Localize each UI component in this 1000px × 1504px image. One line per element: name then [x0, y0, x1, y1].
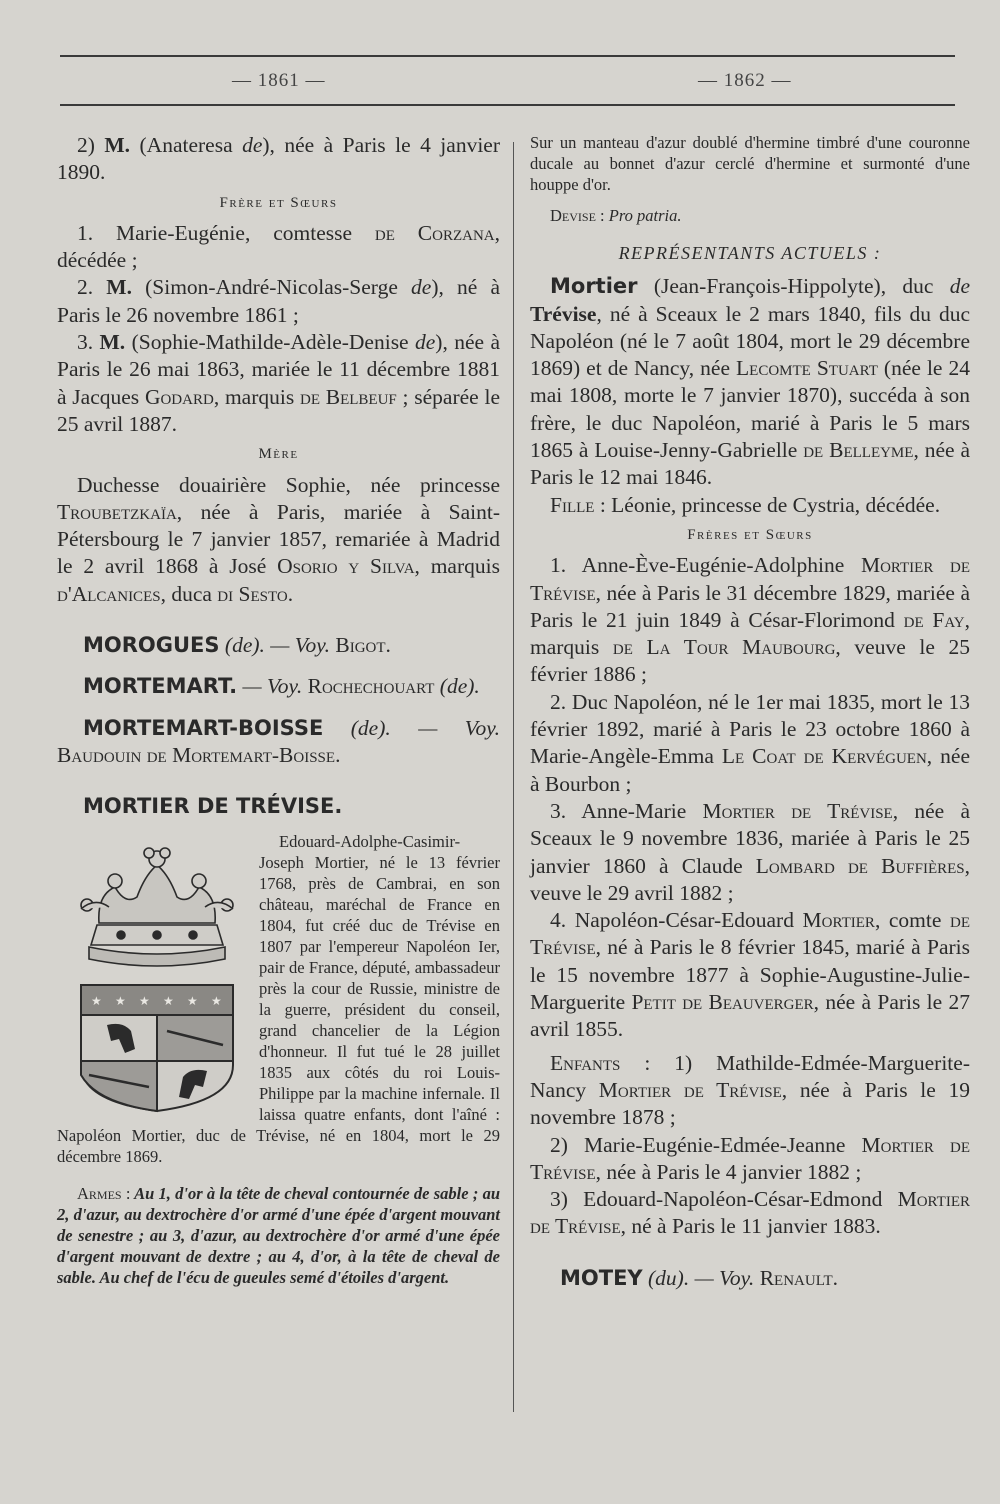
column-divider [513, 142, 514, 1412]
header-rule [60, 55, 955, 57]
entry-morogues: MOROGUES (de). — Voy. Bigot. [83, 633, 391, 658]
svg-text:★: ★ [139, 993, 150, 1008]
devise-text: Devise : Pro patria. [550, 206, 682, 225]
svg-text:★: ★ [91, 993, 102, 1008]
svg-text:★: ★ [211, 993, 222, 1008]
entry-fille: Fille : Léonie, princesse de Cystria, décédée. [550, 492, 941, 517]
enfants-1: Enfants : 1) Mathilde-Edmée-Marguerite-Nancy Mortier de Trévise, née à Paris le 19 novembre 1878 ; [530, 1050, 970, 1130]
frere-soeur-2: 2. Duc Napoléon, né le 1er mai 1835, mort le 13 février 1892, marié à Paris le 23 octobre 1860 à Marie-Angèle-Emma Le Coat de Kervéguen, née à Bourbon ; [530, 689, 970, 796]
left-column [57, 132, 500, 1288]
frere-soeur-4: 4. Napoléon-César-Edouard Mortier, comte de Trévise, né à Paris le 8 février 1845, marié à Paris le 15 novembre 1877 à Sophie-Augustine-Julie-Marguerite Petit de Beauverger, née à Paris le 27 avril 1855. [530, 908, 970, 1042]
frere-soeur-3: 3. Anne-Marie Mortier de Trévise, née à Sceaux le 9 novembre 1836, mariée à Paris le 25 janvier 1860 à Claude Lombard de Buffières, veuve le 29 avril 1882 ; [530, 798, 970, 905]
svg-text:★: ★ [163, 993, 174, 1008]
entry-jean-francois-hippolyte: Mortier (Jean-François-Hippolyte), duc de Trévise, né à Sceaux le 2 mars 1840, fils du duc Napoléon (né le 7 août 1804, mort le 29 décembre 1869) et de Nancy, née Lecomte Stuart (née le 24 mai 1808, morte le 7 janvier 1870), succéda à son frère, le duc Napoléon, marié à Paris le 5 mars 1865 à Louise-Jenny-Gabrielle de Belleyme, née à Paris le 12 mai 1846. [530, 274, 970, 490]
coat-of-arms-icon [67, 835, 247, 1113]
armes-text: Armes : Au 1, d'or à la tête de cheval contournée de sable ; au 2, d'azur, au dextrochère d'or armé d'une épée d'argent mouvant de senestre ; au 3, d'azur, au dextrochère d'or armé d'une épée d'argent mouvant de dextre ; au 4, d'or, à la tête de cheval de sable. Au chef de l'écu de gueules semé d'étoiles d'argent. [57, 1183, 500, 1287]
coat-of-arms [67, 835, 247, 1113]
entry-anateresa: 2) M. (Anateresa de), née à Paris le 4 janvier 1890. [57, 133, 500, 185]
frere-soeur-1: 1. Anne-Ève-Eugénie-Adolphine Mortier de Trévise, née à Paris le 31 décembre 1829, mariée à Paris le 21 juin 1849 à César-Florimond de Fay, marquis de La Tour Maubourg, veuve le 25 février 1886 ; [530, 553, 971, 687]
left-page-number: — 1861 — [232, 70, 326, 91]
bio-block [57, 831, 500, 1167]
enfants-3: 3) Edouard-Napoléon-César-Edmond Mortier de Trévise, né à Paris le 11 janvier 1883. [530, 1187, 970, 1239]
entry-mortemart-boisse: MORTEMART-BOISSE (de). — Voy. Baudouin de Mortemart-Boisse. [57, 715, 500, 767]
svg-text:★: ★ [187, 993, 198, 1008]
sibling-2: 2. M. (Simon-André-Nicolas-Serge de), né à Paris le 26 novembre 1861 ; [57, 275, 501, 327]
manteau-text: Sur un manteau d'azur doublé d'hermine timbré d'une couronne ducale au bonnet d'azur cerclé d'hermine et surmonté d'une houppe d'or. [530, 133, 970, 194]
right-column [530, 132, 970, 1292]
svg-text:★: ★ [115, 993, 126, 1008]
right-page-number: — 1862 — [698, 70, 792, 91]
bio-text: Edouard-Adolphe-Casimir-Joseph Mortier, né le 13 février 1768, près de Cambrai, en son château, maréchal de France en 1804, fut créé duc de Trévise en 1807 par l'empereur Napoléon Ier, pair de France, député, ambassadeur près la cour de Russie, ministre de la guerre, président du conseil, grand chancelier de la Légion d'honneur. Il fut tué le 28 juillet 1835 aux côtés du roi Louis-Philippe par la machine infernale. Il laissa quatre enfants, dont l'aîné : Napoléon Mortier, duc de Trévise, né en 1804, mort le 29 décembre 1869. [57, 831, 500, 1166]
subheader-rule [60, 104, 955, 106]
heading-freres-soeurs: Frères et Sœurs [687, 526, 813, 543]
heading-representants: REPRÉSENTANTS ACTUELS : [618, 243, 882, 263]
sibling-3: 3. M. (Sophie-Mathilde-Adèle-Denise de), née à Paris le 26 mai 1863, mariée le 11 décembre 1881 à Jacques Godard, marquis de Belbeuf ; séparée le 25 avril 1887. [57, 330, 500, 436]
heading-mortier-de-trevise: MORTIER DE TRÉVISE. [83, 794, 343, 819]
heading-mere: Mère [258, 446, 299, 463]
heading-frere-soeurs: Frère et Sœurs [219, 194, 338, 211]
entry-motey: MOTEY (du). — Voy. Renault. [560, 1265, 839, 1290]
entry-mortemart: MORTEMART. — Voy. Rochechouart (de). [83, 674, 480, 699]
entry-mere: Duchesse douairière Sophie, née princesse Troubetzkaïa, née à Paris, mariée à Saint-Pétersbourg le 7 janvier 1857, remariée à Madrid le 2 avril 1868 à José Osorio y Silva, marquis d'Alcanices, duca di Sesto. [57, 472, 500, 606]
sibling-1: 1. Marie-Eugénie, comtesse de Corzana, décédée ; [57, 220, 500, 273]
enfants-2: 2) Marie-Eugénie-Edmée-Jeanne Mortier de Trévise, née à Paris le 4 janvier 1882 ; [530, 1132, 970, 1184]
